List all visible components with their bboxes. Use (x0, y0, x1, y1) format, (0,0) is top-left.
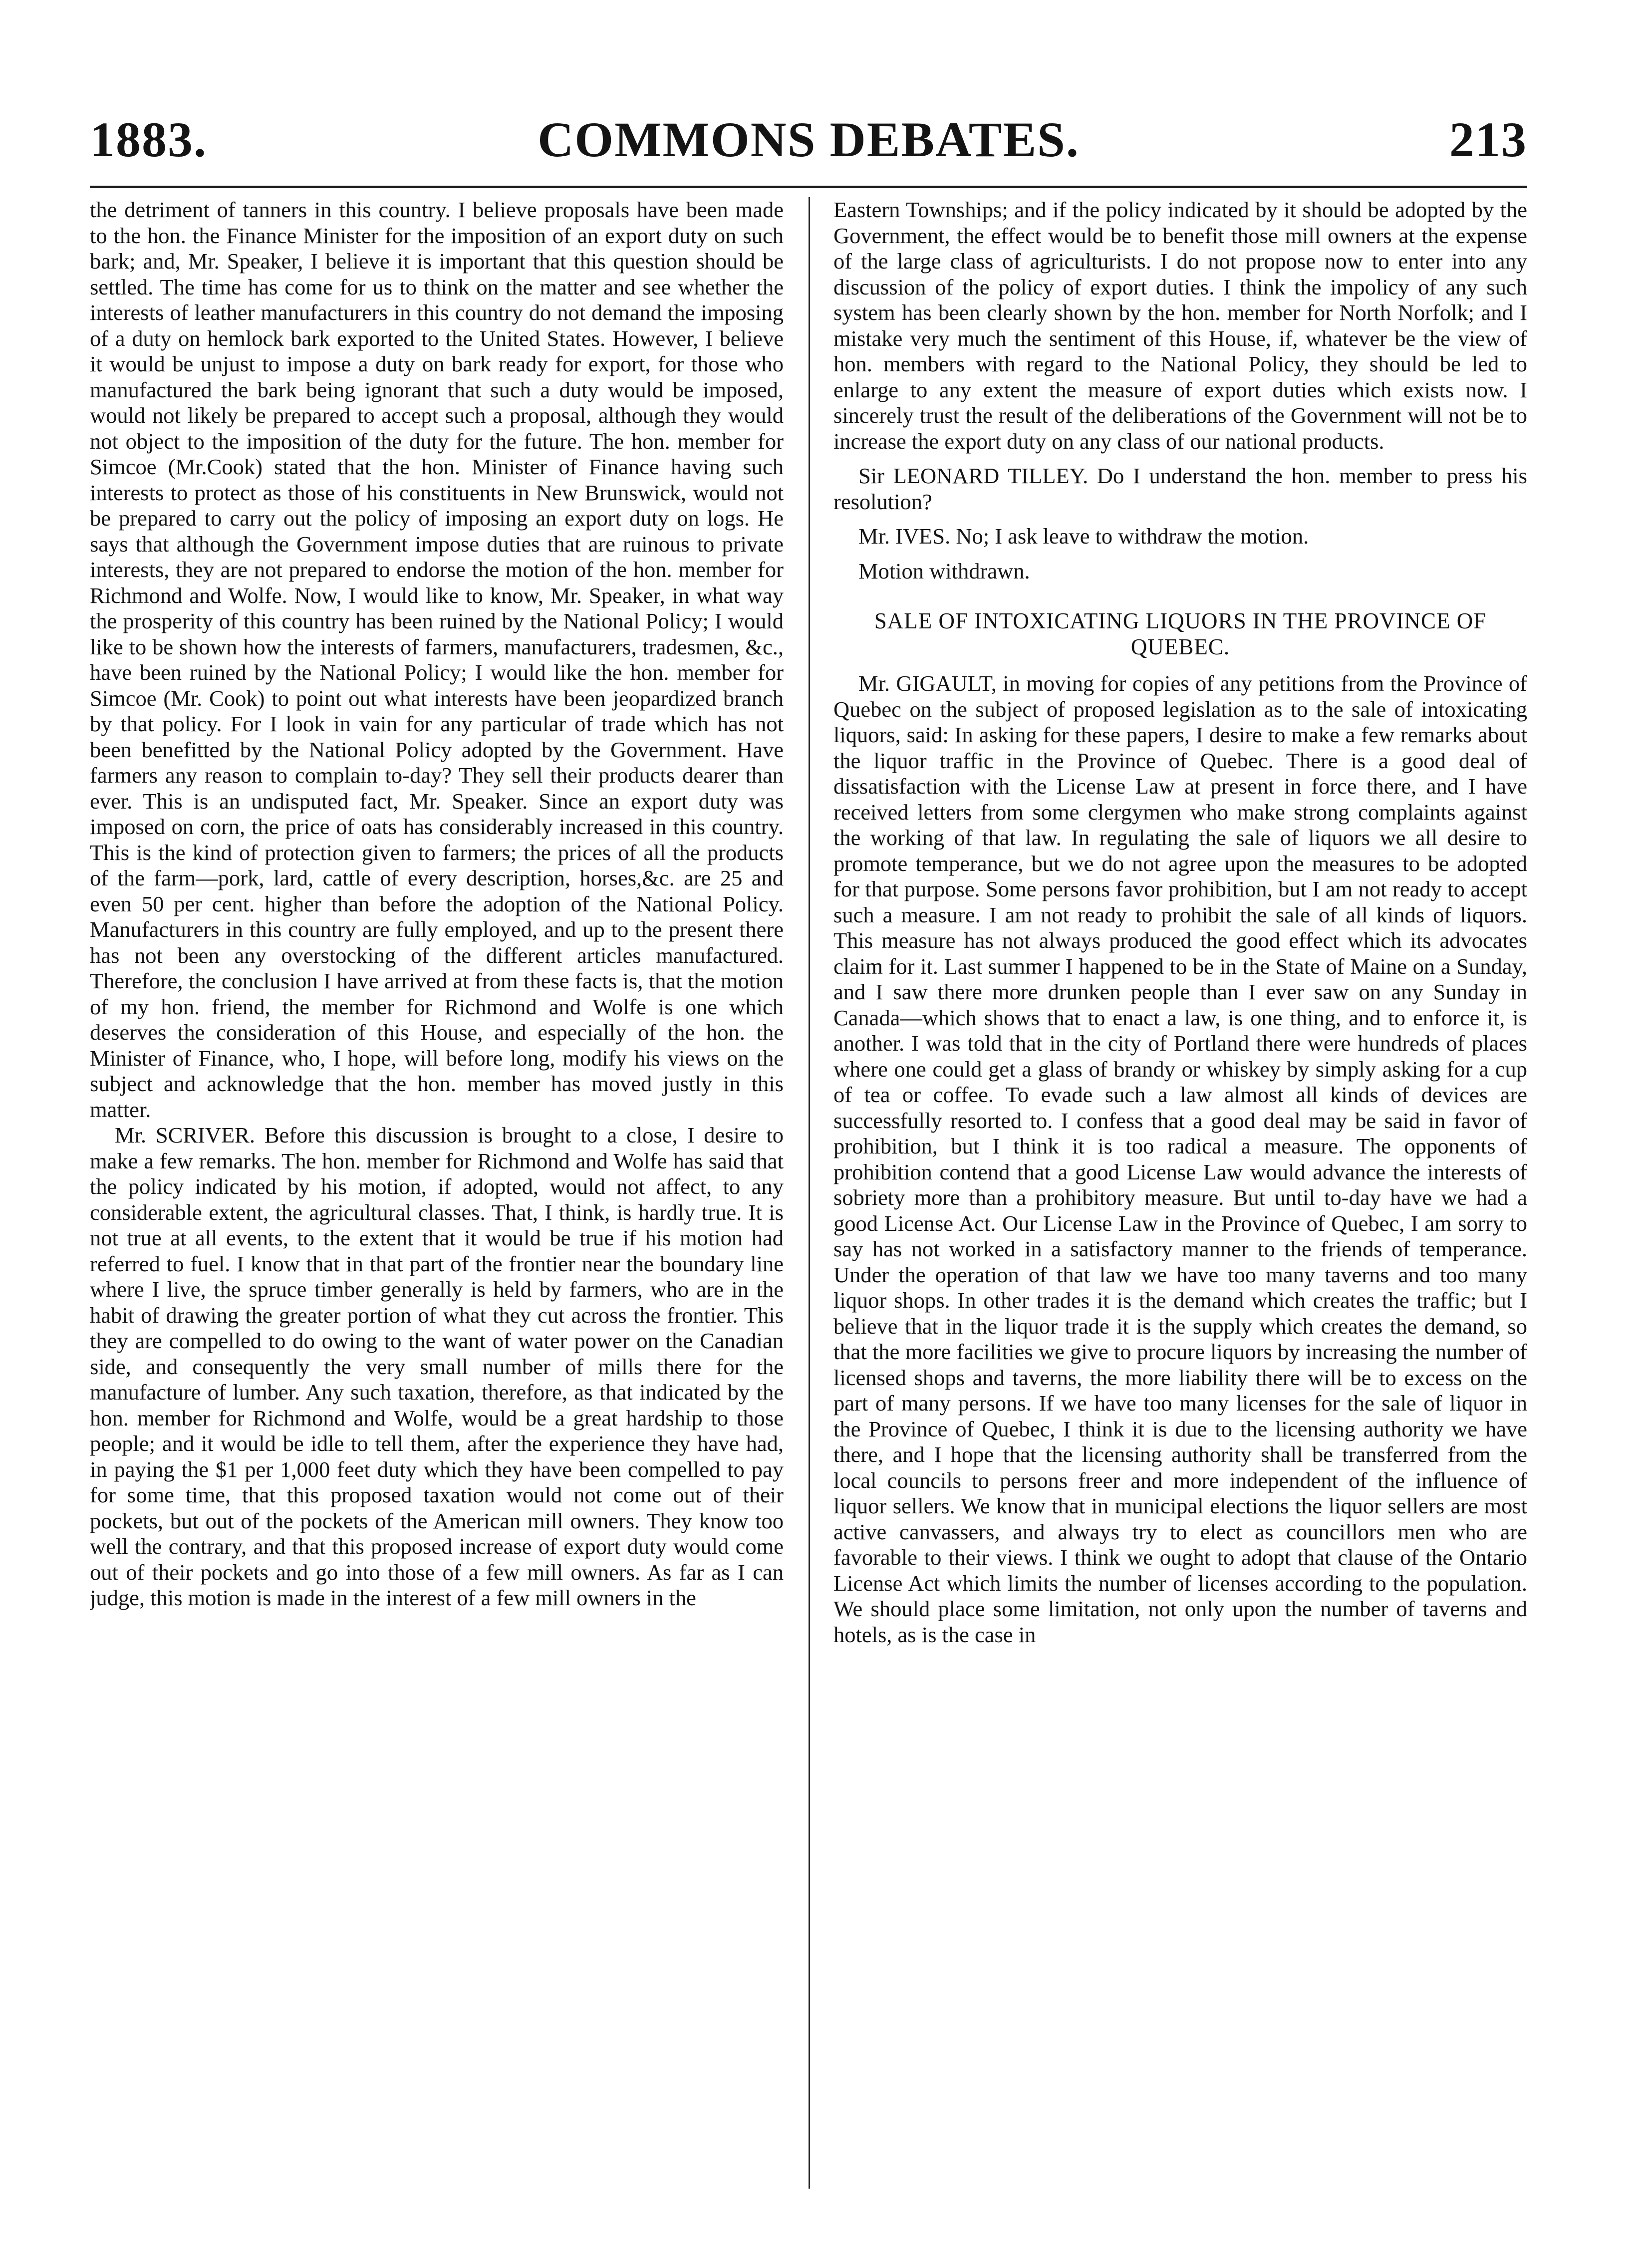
text-columns (90, 197, 1527, 2189)
paragraph-motion-withdrawn: Motion withdrawn. (858, 558, 1030, 583)
page-title: COMMONS DEBATES. (538, 112, 1080, 167)
paragraph-ives-reply: Mr. IVES. No; I ask leave to withdraw the motion. (858, 524, 1309, 549)
paragraph-gigault-speech: Mr. GIGAULT, in moving for copies of any petitions from the Province of Quebec on the subject of proposed legislation as to the sale of intoxicating liquors, said: In asking for these papers, I desire to make a few remarks about the liquor traffic in the Province of Quebec. There is a good deal of dissatisfaction with the License Law at present in force there, and I have received letters from some clergymen who make strong complaints against the working of that law. In regulating the sale of liquors we all desire to promote temperance, but we do not agree upon the measures to be adopted for that purpose. Some persons favor prohibition, but I am not ready to accept such a measure. I am not ready to prohibit the sale of all kinds of liquors. This measure has not always produced the good effect which its advocates claim for it. Last summer I happened to be in the State of Maine on a Sunday, and I saw there more drunken people than I ever saw on any Sunday in Canada—which shows that to enact a law, is one thing, and to enforce it, is another. I was told that in the city of Portland there were hundreds of places where one could get a glass of brandy or whiskey by simply asking for a cup of tea or coffee. To evade such a law almost all kinds of devices are successfully resorted to. I confess that a good deal may be said in favor of prohibition, but I think it is too radical a measure. The opponents of prohibition contend that a good License Law would advance the interests of sobriety more than a prohibitory measure. But until to-day have we had a good License Act. Our License Law in the Province of Quebec, I am sorry to say has not worked in a satisfactory manner to the friends of temperance. Under the operation of that law we have too many taverns and too many liquor shops. In other trades it is the demand which creates the traffic; but I believe that in the liquor trade it is the supply which creates the demand, so that the more facilities we give to procure liquors by increasing the number of licensed shops and taverns, the more liability there will be to excess on the part of many persons. If we have too many licenses for the sale of liquor in the Province of Quebec, I think it is due to the licensing authority we have there, and I hope that the licensing authority shall be transferred from the local councils to persons freer and more independent of the influence of liquor sellers. We know that in municipal elections the liquor sellers are most active canvassers, and always try to elect as councillors men who are favorable to their views. I think we ought to adopt that clause of the Ontario License Act which limits the number of licenses according to the population. We should place some limitation, not only upon the number of taverns and hotels, as is the case in (833, 671, 1527, 1647)
paragraph-continuation-right: Eastern Townships; and if the policy indicated by it should be adopted by the Government, the effect would be to benefit those mill owners at the expense of the large class of agriculturists. I do not propose now to enter into any discussion of the policy of export duties. I think the impolicy of any such system has been clearly shown by the hon. member for North Norfolk; and I mistake very much the sentiment of this House, if, whatever be the view of hon. members with regard to the National Policy, they should be led to enlarge to any extent the measure of export duties which exists now. I sincerely trust the result of the deliberations of the Government will not be to increase the export duty on any class of our national products. (833, 197, 1527, 454)
header-rule (90, 186, 1527, 188)
page-number: 213 (1449, 112, 1527, 167)
right-column (833, 197, 1527, 2189)
document-page (90, 100, 1527, 2196)
left-column (90, 197, 784, 2189)
column-divider (809, 197, 810, 2189)
page-year: 1883. (90, 112, 207, 167)
section-heading: SALE OF INTOXICATING LIQUORS IN THE PROVINCE OF QUEBEC. (874, 608, 1487, 659)
page-header (90, 100, 1527, 175)
paragraph-continuation: the detriment of tanners in this country. I believe proposals have been made to the hon. the Finance Minister for the imposition of an export duty on such bark; and, Mr. Speaker, I believe it is important that this question should be settled. The time has come for us to think on the matter and see whether the interests of leather manufacturers in this country do not demand the imposing of a duty on hemlock bark exported to the United States. However, I believe it would be unjust to impose a duty on bark ready for export, for those who manufactured the bark being ignorant that such a duty would be imposed, would not likely be prepared to accept such a proposal, although they would not object to the imposition of the duty for the future. The hon. member for Simcoe (Mr.Cook) stated that the hon. Minister of Finance having such interests to protect as those of his constituents in New Brunswick, would not be prepared to carry out the policy of imposing an export duty on logs. He says that although the Government impose duties that are ruinous to private interests, they are not prepared to endorse the motion of the hon. member for Richmond and Wolfe. Now, I would like to know, Mr. Speaker, in what way the prosperity of this country has been ruined by the National Policy; I would like to be shown how the interests of farmers, manufacturers, tradesmen, &c., have been ruined by the National Policy; I would like the hon. member for Simcoe (Mr. Cook) to point out what interests have been jeopardized branch by that policy. For I look in vain for any particular of trade which has not been benefitted by the National Policy adopted by the Government. Have farmers any reason to complain to-day? They sell their products dearer than ever. This is an undisputed fact, Mr. Speaker. Since an export duty was imposed on corn, the price of oats has considerably increased in this country. This is the kind of protection given to farmers; the prices of all the products of the farm—pork, lard, cattle of every description, horses,&c. are 25 and even 50 per cent. higher than before the adoption of the National Policy. Manufacturers in this country are fully employed, and up to the present there has not been any overstocking of the different articles manufactured. Therefore, the conclusion I have arrived at from these facts is, that the motion of my hon. friend, the member for Richmond and Wolfe is one which deserves the consideration of this House, and especially of the hon. the Minister of Finance, who, I hope, will before long, modify his views on the subject and acknowledge that the hon. member has moved justly in this matter. (90, 197, 784, 1122)
paragraph-tilley-question: Sir LEONARD TILLEY. Do I understand the hon. member to press his resolution? (833, 463, 1527, 514)
paragraph-scriver-speech: Mr. SCRIVER. Before this discussion is brought to a close, I desire to make a few remarks. The hon. member for Richmond and Wolfe has said that the policy indicated by his motion, if adopted, would not affect, to any considerable extent, the agricultural classes. That, I think, is hardly true. It is not true at all events, to the extent that it would be true if his motion had referred to fuel. I know that in that part of the frontier near the boundary line where I live, the spruce timber generally is held by farmers, who are in the habit of drawing the greater portion of what they cut across the frontier. This they are compelled to do owing to the want of water power on the Canadian side, and consequently the very small number of mills there for the manufacture of lumber. Any such taxation, therefore, as that indicated by the hon. member for Richmond and Wolfe, would be a great hardship to those people; and it would be idle to tell them, after the experience they have had, in paying the $1 per 1,000 feet duty which they have been compelled to pay for some time, that this proposed taxation would not come out of their pockets, but out of the pockets of the American mill owners. They know too well the contrary, and that this proposed increase of export duty would come out of their pockets and go into those of a few mill owners. As far as I can judge, this motion is made in the interest of a few mill owners in the (90, 1123, 784, 1610)
